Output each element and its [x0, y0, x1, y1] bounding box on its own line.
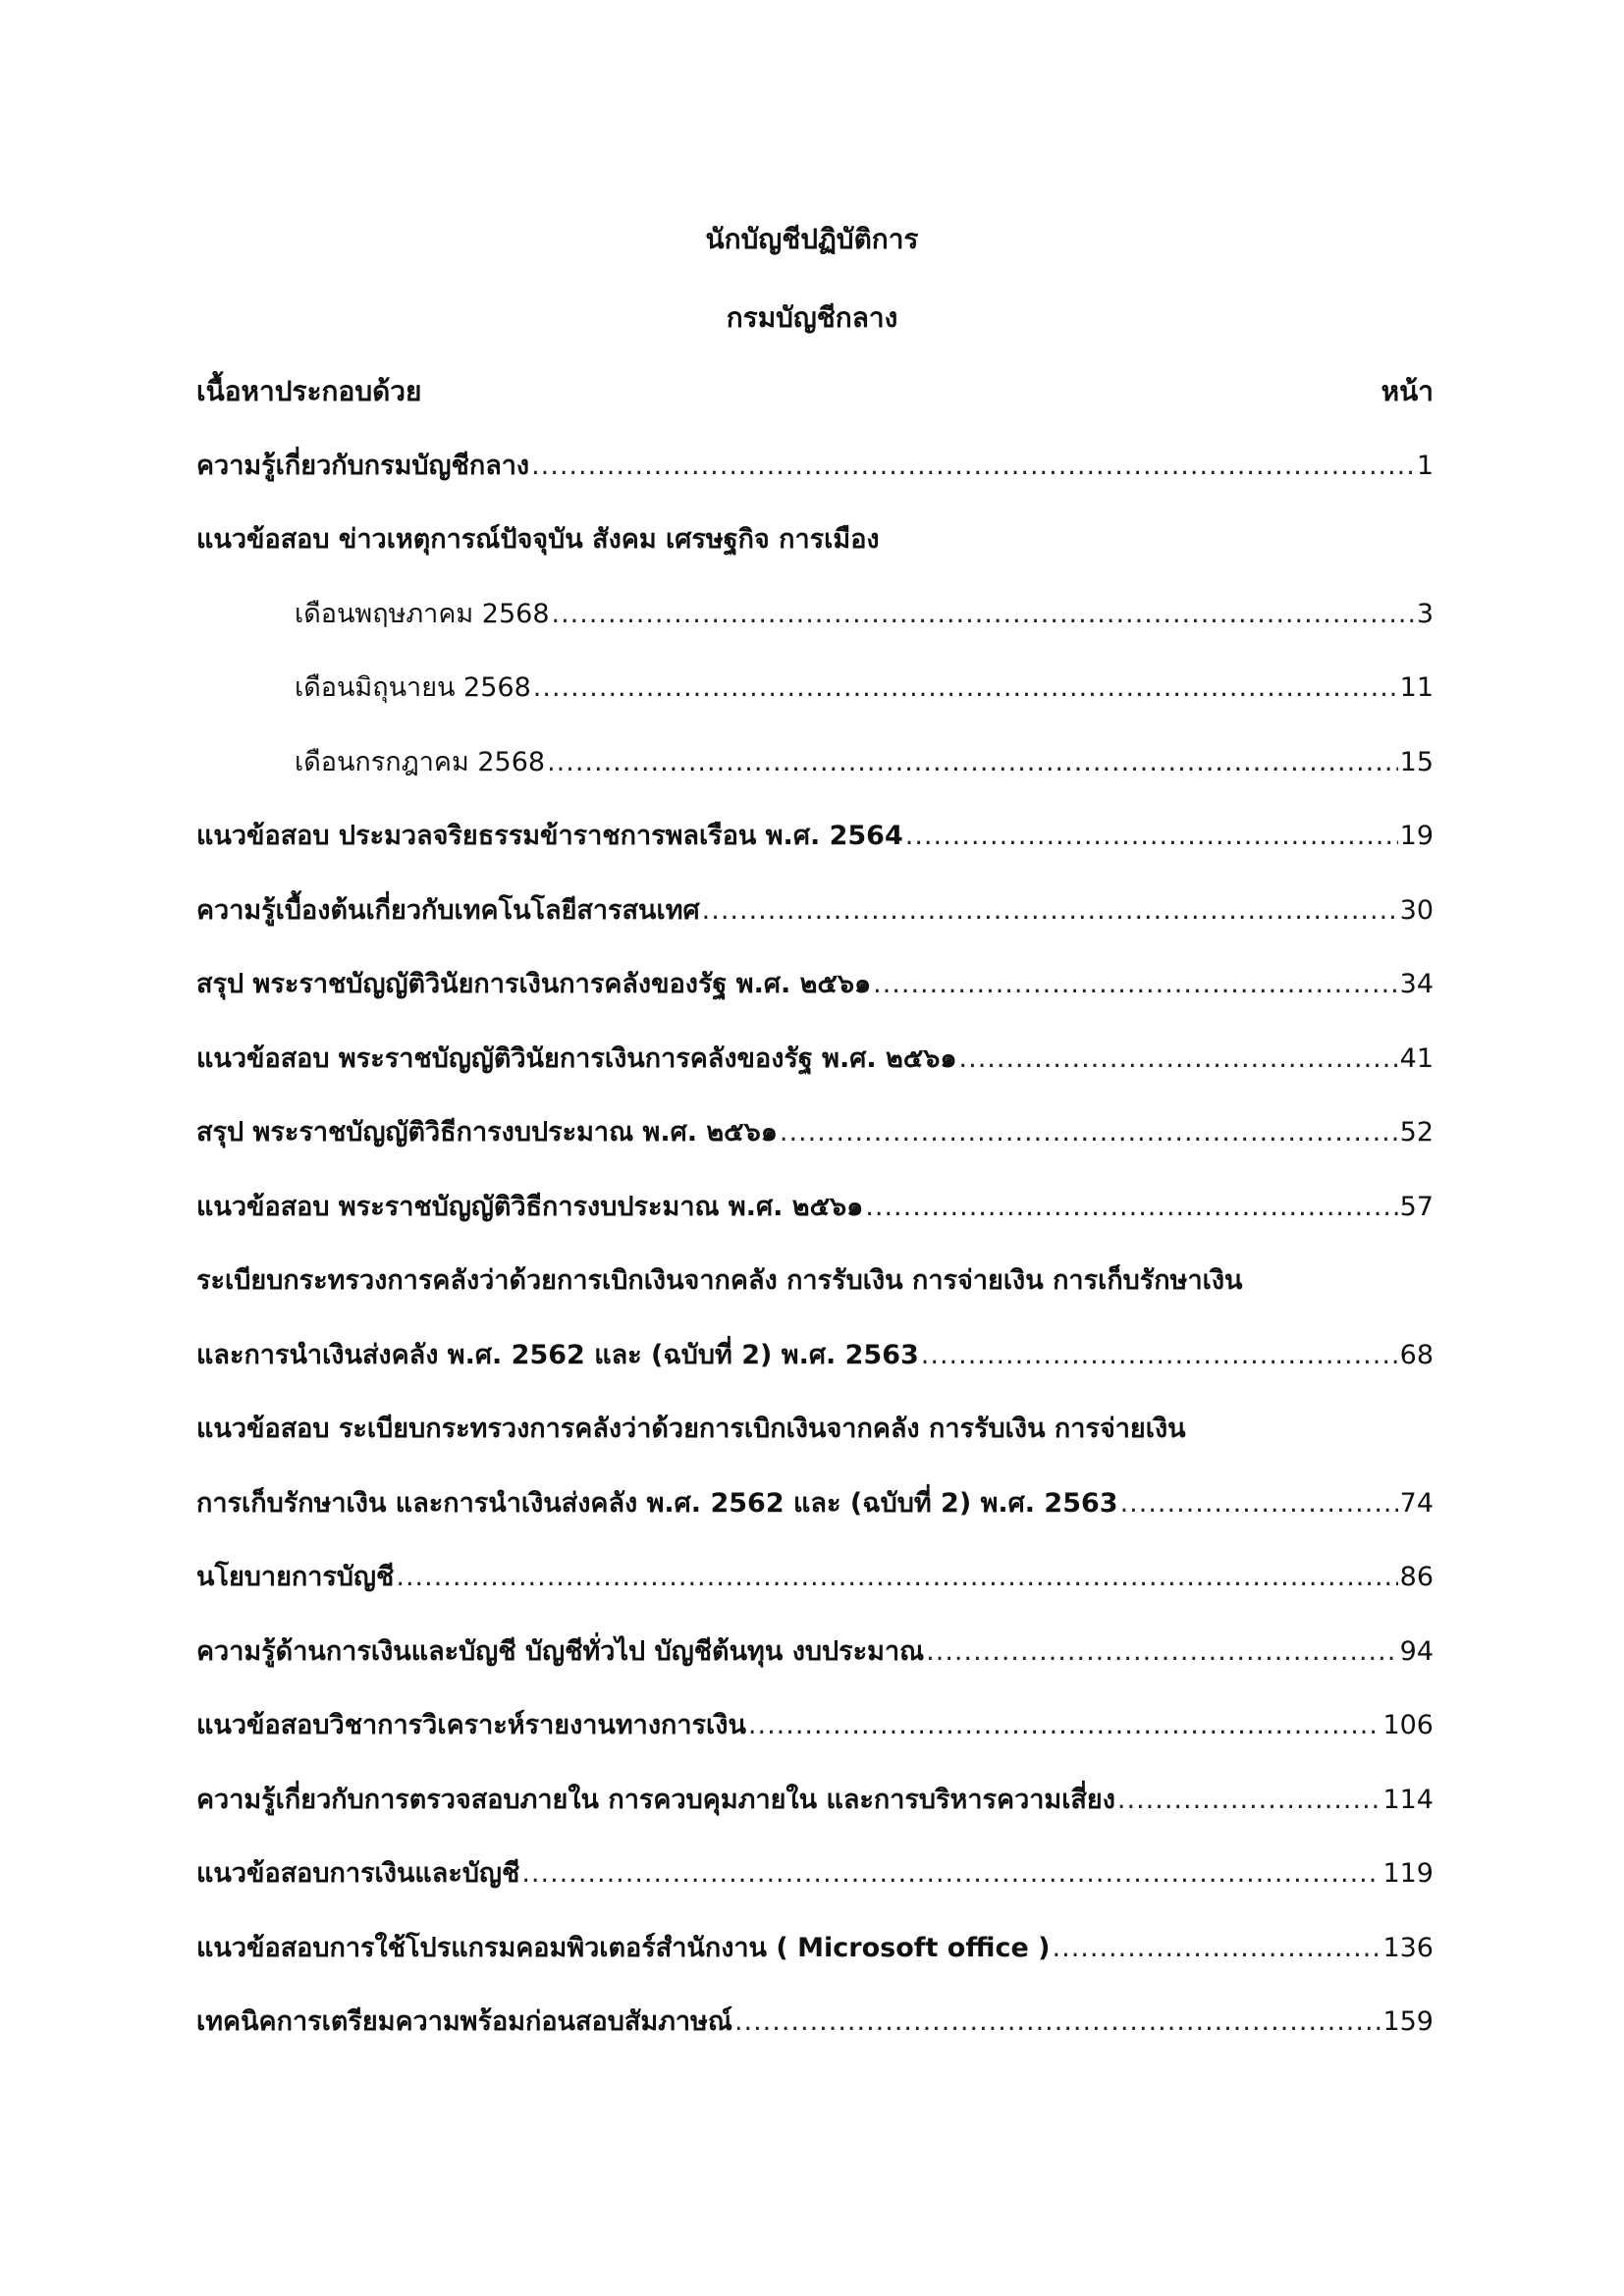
toc-entry-label: แนวข้อสอบ ระเบียบกระทรวงการคลังว่าด้วยการเบิกเงินจากคลัง การรับเงิน การจ่ายเงิน — [196, 1414, 1186, 1444]
toc-subentry — [295, 592, 1434, 631]
toc-entry-line1 — [196, 1407, 1434, 1446]
page-column-label: หน้า — [1380, 375, 1434, 407]
toc-entry — [196, 1037, 1434, 1076]
toc-entry — [196, 888, 1434, 928]
toc-entry-label: แนวข้อสอบวิชาการวิเคราะห์รายงานทางการเงิน — [196, 1710, 746, 1740]
toc-entry — [196, 444, 1434, 483]
toc-entry-page: 34 — [1399, 969, 1434, 999]
contents-label: เนื้อหาประกอบด้วย — [196, 375, 422, 407]
toc-entry — [196, 1110, 1434, 1149]
toc-entry-page: 86 — [1399, 1562, 1434, 1592]
toc-entry-label: แนวข้อสอบ ข่าวเหตุการณ์ปัจจุบัน สังคม เศรษฐกิจ การเมือง — [196, 524, 880, 555]
toc-subentry — [295, 666, 1434, 705]
toc-entry — [196, 2000, 1434, 2039]
toc-entry-page: 15 — [1399, 747, 1434, 777]
toc-entry-label: สรุป พระราชบัญญัติวิธีการงบประมาณ พ.ศ. ๒๕๖๑ — [196, 1117, 778, 1148]
toc-entry — [196, 814, 1434, 853]
toc-entry-page: 114 — [1382, 1785, 1434, 1815]
toc-entry — [196, 1629, 1434, 1669]
document-title: นักบัญชีปฏิบัติการ — [705, 223, 919, 255]
toc-section-heading — [196, 517, 1434, 557]
toc-entry-line2 — [196, 1481, 1434, 1521]
toc-entry-page: 11 — [1399, 672, 1434, 703]
toc-entry-label: ระเบียบกระทรวงการคลังว่าด้วยการเบิกเงินจากคลัง การรับเงิน การจ่ายเงิน การเก็บรักษาเงิน — [196, 1265, 1243, 1296]
toc-entry-label: เดือนพฤษภาคม 2568 — [295, 599, 550, 629]
toc-entry-label: ความรู้เบื้องต้นเกี่ยวกับเทคโนโลยีสารสนเทศ — [196, 895, 700, 926]
toc-entry — [196, 1555, 1434, 1594]
toc-entry-label: สรุป พระราชบัญญัติวินัยการเงินการคลังของรัฐ พ.ศ. ๒๕๖๑ — [196, 969, 872, 999]
toc-entry — [196, 1778, 1434, 1817]
toc-entry — [196, 1851, 1434, 1891]
toc-entry-label: ความรู้เกี่ยวกับกรมบัญชีกลาง — [196, 451, 530, 481]
toc-entry-page: 52 — [1399, 1117, 1434, 1148]
toc-entry-label: แนวข้อสอบการใช้โปรแกรมคอมพิวเตอร์สำนักงาน ( Microsoft office ) — [196, 1933, 1051, 1963]
toc-entry-label: เทคนิคการเตรียมความพร้อมก่อนสอบสัมภาษณ์ — [196, 2006, 732, 2037]
toc-entry-page: 74 — [1399, 1488, 1434, 1519]
toc-entry-page: 30 — [1399, 895, 1434, 926]
toc-entry-page: 136 — [1382, 1933, 1434, 1963]
toc-entry-page: 106 — [1382, 1710, 1434, 1740]
toc-entry-label: เดือนมิถุนายน 2568 — [295, 672, 531, 703]
toc-entry-label: แนวข้อสอบ พระราชบัญญัติวิธีการงบประมาณ พ.ศ. ๒๕๖๑ — [196, 1192, 864, 1222]
toc-entry-page: 68 — [1399, 1340, 1434, 1370]
toc-entry-page: 1 — [1416, 451, 1434, 481]
toc-entry-page: 3 — [1416, 599, 1434, 629]
toc-entry-label: ความรู้เกี่ยวกับการตรวจสอบภายใน การควบคุมภายใน และการบริหารความเสี่ยง — [196, 1785, 1115, 1815]
toc-entry — [196, 1926, 1434, 1965]
toc-entry-page: 57 — [1399, 1192, 1434, 1222]
toc-entry-label: แนวข้อสอบ ประมวลจริยธรรมข้าราชการพลเรือน พ.ศ. 2564 — [196, 821, 903, 851]
toc-entry — [196, 962, 1434, 1001]
toc-entry-label: ความรู้ด้านการเงินและบัญชี บัญชีทั่วไป บัญชีต้นทุน งบประมาณ — [196, 1636, 925, 1667]
toc-entry-page: 119 — [1382, 1858, 1434, 1889]
toc-entry-label: การเก็บรักษาเงิน และการนำเงินส่งคลัง พ.ศ. 2562 และ (ฉบับที่ 2) พ.ศ. 2563 — [196, 1488, 1118, 1519]
toc-entry-page: 19 — [1399, 821, 1434, 851]
toc-entry-line2 — [196, 1333, 1434, 1372]
toc-entry-label: นโยบายการบัญชี — [196, 1562, 395, 1592]
toc-entry-label: แนวข้อสอบการเงินและบัญชี — [196, 1858, 520, 1889]
toc-subentry — [295, 740, 1434, 779]
document-subtitle: กรมบัญชีกลาง — [726, 301, 898, 334]
toc-entry-page: 94 — [1399, 1636, 1434, 1667]
toc-entry-line1 — [196, 1258, 1434, 1298]
toc-entry-label: และการนำเงินส่งคลัง พ.ศ. 2562 และ (ฉบับที่ 2) พ.ศ. 2563 — [196, 1340, 919, 1370]
toc-entry — [196, 1703, 1434, 1742]
toc-entry-page: 41 — [1399, 1043, 1434, 1074]
toc-entry-label: แนวข้อสอบ พระราชบัญญัติวินัยการเงินการคลังของรัฐ พ.ศ. ๒๕๖๑ — [196, 1043, 957, 1074]
toc-entry-label: เดือนกรกฎาคม 2568 — [295, 747, 546, 777]
toc-entry-page: 159 — [1382, 2006, 1434, 2037]
toc-header — [196, 370, 1434, 413]
toc-entry — [196, 1185, 1434, 1224]
